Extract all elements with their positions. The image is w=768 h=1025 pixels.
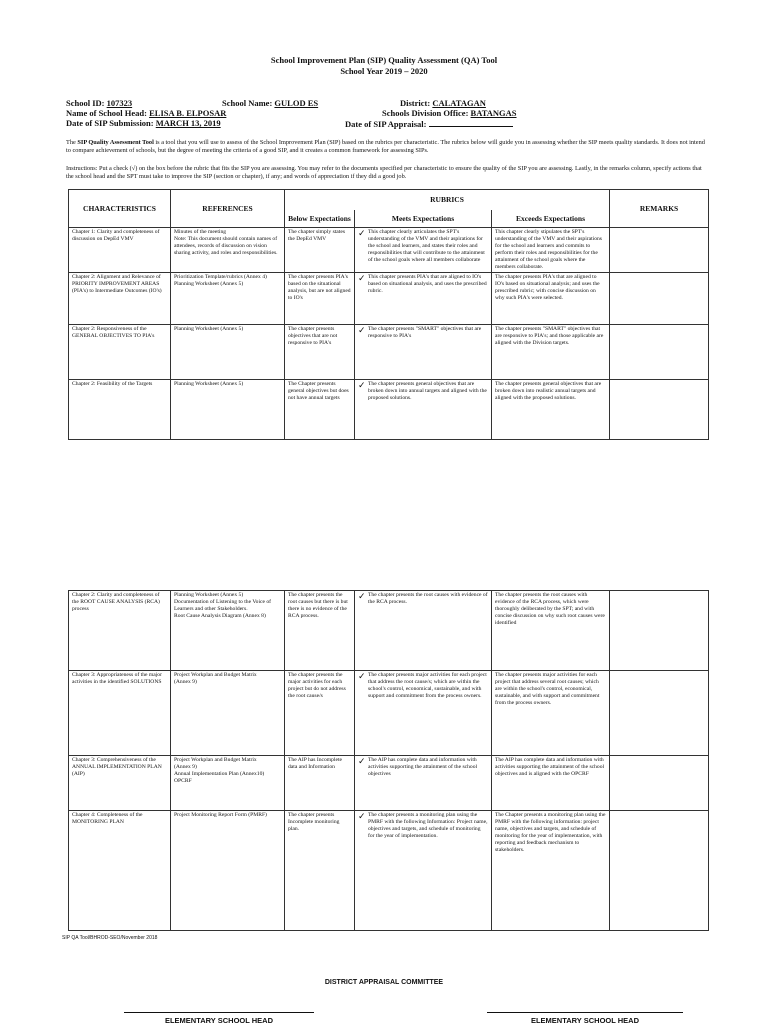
form-code: SIP QA Tool/BHROD-SEO/November 2018 [62, 935, 158, 941]
intro-bold: SIP Quality Assessment Tool [77, 139, 154, 146]
division-office-value: BATANGAS [470, 108, 517, 118]
division-office [382, 108, 517, 118]
meets-text: The chapter presents the root causes with evidence of the RCA process. [368, 592, 488, 605]
below-expectations-cell: The AIP has Incomplete data and Information [285, 756, 355, 811]
school-name-value: GULOD ES [274, 98, 319, 108]
below-expectations-cell: The Chapter presents general objectives but does not have annual targets [285, 380, 355, 440]
signature-line-left [124, 1012, 314, 1013]
meets-text: The chapter presents a monitoring plan using the PMRF with the following Information: Project name, objectives and targets, and schedule of monitoring for the year of implementation. [368, 812, 488, 839]
district-value: CALATAGAN [432, 98, 486, 108]
checkmark-icon[interactable]: ✓ [358, 671, 366, 681]
table-row [69, 671, 709, 756]
meets-expectations-cell [355, 591, 492, 671]
reference-cell: Planning Worksheet (Annex 5) [171, 325, 285, 380]
exceeds-expectations-cell: The chapter presents PIA's that are aligned to IO's based on situational analysis; and uses the prescribed rubric; with concise discussion on why such PIA's were selected. [492, 273, 610, 325]
meets-text: The chapter presents general objectives that are broken down into annual targets and aligned with the proposed solutions. [368, 381, 487, 401]
meets-expectations-cell [355, 811, 492, 931]
reference-cell: Project Monitoring Report Form (PMRF) [171, 811, 285, 931]
reference-cell: Prioritization Template/rubrics (Annex 4) Planning Worksheet (Annex 5) [171, 273, 285, 325]
school-year: School Year 2019 – 2020 [340, 66, 428, 76]
below-expectations-cell: The chapter presents the root causes but there is but there is no evidence of the RCA process. [285, 591, 355, 671]
characteristic-cell: Chapter 4: Completeness of the MONITORING PLAN [69, 811, 171, 931]
school-name [222, 98, 318, 108]
meets-expectations-cell [355, 228, 492, 273]
appraisal-blank [429, 118, 513, 127]
reference-cell: Project Workplan and Budget Matrix (Annex 9) [171, 671, 285, 756]
below-expectations-cell: The chapter presents PIA's based on the situational analysis, but are not aligned to IO's [285, 273, 355, 325]
characteristic-cell: Chapter 2: Feasibility of the Targets [69, 380, 171, 440]
characteristic-cell: Chapter 3: Appropriateness of the major activities in the identified SOLUTIONS [69, 671, 171, 756]
school-name-label: School Name: [222, 98, 273, 108]
exceeds-expectations-cell: The AIP has complete data and information with activities supporting the attainment of the school objectives and is aligned with the OPCRF [492, 756, 610, 811]
below-expectations-cell: The chapter presents the major activities for each project but do not address the root cause/s [285, 671, 355, 756]
meets-expectations-cell [355, 325, 492, 380]
sip-submission-date [66, 118, 221, 128]
appraisal-label: Date of SIP Appraisal: [345, 119, 427, 129]
checkmark-icon[interactable]: ✓ [358, 756, 366, 766]
exceeds-expectations-cell: The chapter presents general objectives that are broken down into realistic annual targets and aligned with the proposed solutions. [492, 380, 610, 440]
characteristic-cell: Chapter 2: Alignment and Relevance of PRIORITY IMPROVEMENT AREAS (PIA's) to Intermediate Outcomes (IO's) [69, 273, 171, 325]
table-row [69, 325, 709, 380]
header-characteristics: CHARACTERISTICS [69, 190, 171, 228]
header-below: Below Expectations [285, 210, 355, 228]
meets-expectations-cell [355, 380, 492, 440]
exceeds-expectations-cell: The chapter presents major activities for each project that address several root causes; which are within the school's control, economical, sustainable, and with support and commitment from the process owners. [492, 671, 610, 756]
remarks-cell[interactable] [610, 811, 709, 931]
district-label: District: [400, 98, 431, 108]
remarks-cell[interactable] [610, 325, 709, 380]
document-title: School Improvement Plan (SIP) Quality Assessment (QA) Tool [270, 55, 498, 65]
sip-appraisal-date [345, 118, 513, 129]
remarks-cell[interactable] [610, 273, 709, 325]
intro-pre: The [66, 139, 78, 146]
school-head [66, 108, 226, 118]
meets-expectations-cell [355, 756, 492, 811]
intro-post: is a tool that you will use to assess of the School Improvement Plan (SIP) based on the rubrics per characteristic. The rubrics below will guide you in assessing whether the SIP meets quality standards. It does not intend to compare achievement of schools, but the degree of meeting the criteria of a good SIP, and it creates a common framework for assessing SIPs. [66, 139, 705, 154]
header-references: REFERENCES [171, 190, 285, 228]
school-id-value: 107323 [106, 98, 133, 108]
checkmark-icon[interactable]: ✓ [358, 591, 366, 601]
reference-cell: Planning Worksheet (Annex 5) [171, 380, 285, 440]
table-row [69, 380, 709, 440]
table-row [69, 756, 709, 811]
rubric-table-top [68, 189, 709, 440]
below-expectations-cell: The chapter presents Incomplete monitoring plan. [285, 811, 355, 931]
meets-expectations-cell [355, 671, 492, 756]
checkmark-icon[interactable]: ✓ [358, 325, 366, 335]
meets-text: This chapter clearly articulates the SPT's understanding of the VMV and their aspirations for the school and learners, and states their roles and responsibilities that will contribute to the attainment of the school goals where all members collaborate [368, 229, 485, 263]
exceeds-expectations-cell: This chapter clearly stipulates the SPT's understanding of the VMV and their aspirations for the school and learners and commits to perform their roles and responsibilities for the attainment of the school goals where the members collaborate. [492, 228, 610, 273]
header-exceeds: Exceeds Expectations [492, 210, 610, 228]
characteristic-cell: Chapter 2: Responsiveness of the GENERAL OBJECTIVES TO PIA's [69, 325, 171, 380]
below-expectations-cell: The chapter simply states the DepEd VMV [285, 228, 355, 273]
rubric-table-bottom [68, 590, 709, 931]
committee-title: DISTRICT APPRAISAL COMMITTEE [324, 979, 444, 986]
checkmark-icon[interactable]: ✓ [358, 273, 366, 283]
characteristic-cell: Chapter 1: Clarity and completeness of discussion on DepEd VMV [69, 228, 171, 273]
below-expectations-cell: The chapter presents objectives that are not responsive to PIA's [285, 325, 355, 380]
exceeds-expectations-cell: The chapter presents "SMART" objectives that are responsive to PIA's; and those applicable are aligned with the Division targets. [492, 325, 610, 380]
header-remarks: REMARKS [610, 190, 709, 228]
reference-cell: Project Workplan and Budget Matrix (Annex 9) Annual Implementation Plan (Annex10) OPCRF [171, 756, 285, 811]
meets-expectations-cell [355, 273, 492, 325]
checkmark-icon[interactable]: ✓ [358, 811, 366, 821]
remarks-cell[interactable] [610, 228, 709, 273]
intro-paragraph [66, 139, 706, 155]
remarks-cell[interactable] [610, 380, 709, 440]
remarks-cell[interactable] [610, 591, 709, 671]
table-row [69, 811, 709, 931]
reference-cell: Planning Worksheet (Annex 5) Documentation of Listening to the Voice of Learners and other Stakeholders. Root Cause Analysis Diagram (Annex 8) [171, 591, 285, 671]
checkmark-icon[interactable]: ✓ [358, 228, 366, 238]
remarks-cell[interactable] [610, 756, 709, 811]
meets-text: The chapter presents major activities for each project that address the root cause/s; which are within the school's control, economical, sustainable, and with support and commitment from the process owners. [368, 672, 487, 699]
exceeds-expectations-cell: The chapter presents the root causes with evidence of the RCA process, which were thoroughly deliberated by the SPT; and with concise discussion on why such root causes were identified [492, 591, 610, 671]
table-row [69, 228, 709, 273]
reference-cell: Minutes of the meeting Note: This document should contain names of attendees, records of discussion on vision sharing activity, and roles and responsibilities. [171, 228, 285, 273]
submission-value: MARCH 13, 2019 [155, 118, 221, 128]
submission-label: Date of SIP Submission: [66, 118, 154, 128]
school-head-label: Name of School Head: [66, 108, 147, 118]
characteristic-cell: Chapter 3: Comprehensiveness of the ANNUAL IMPLEMENTATION PLAN (AIP) [69, 756, 171, 811]
table-row [69, 591, 709, 671]
district [400, 98, 486, 108]
meets-text: This chapter presents PIA's that are aligned to IO's based on situational analysis, and uses the prescribed rubric. [368, 274, 487, 294]
signature-line-right [487, 1012, 683, 1013]
instructions-paragraph: Instructions: Put a check (√) on the box before the rubric that fits the SIP you are assessing. You may refer to the documents specified per characteristic to ensure the quality of the SIP you are assessing. Lastly, in the remarks column, specify actions that the school head and the SPT must take to improve the SIP (section or chapter), if any; and words of appreciation if they did a good job. [66, 165, 702, 180]
table-row [69, 273, 709, 325]
header-rubrics: RUBRICS [285, 190, 610, 210]
meets-text: The AIP has complete data and information with activities supporting the attainment of the school objectives [368, 757, 478, 777]
checkmark-icon[interactable]: ✓ [358, 380, 366, 390]
signature-label-right: ELEMENTARY SCHOOL HEAD [530, 1016, 640, 1025]
remarks-cell[interactable] [610, 671, 709, 756]
school-id-label: School ID: [66, 98, 105, 108]
characteristic-cell: Chapter 2: Clarity and completeness of the ROOT CAUSE ANALYSIS (RCA) process [69, 591, 171, 671]
school-id [66, 98, 132, 108]
meets-text: The chapter presents "SMART" objectives that are responsive to PIA's [368, 326, 482, 339]
signature-label-left: ELEMENTARY SCHOOL HEAD [164, 1016, 274, 1025]
school-head-value: ELISA B. ELPOSAR [149, 108, 227, 118]
division-office-label: Schools Division Office: [382, 108, 469, 118]
exceeds-expectations-cell: The Chapter presents a monitoring plan using the PMRF with the following information: project name, objectives and targets, and schedule of monitoring for the year of implementation, with reporting and feedback mechanism to stakeholders. [492, 811, 610, 931]
header-meets: Meets Expectations [355, 210, 492, 228]
